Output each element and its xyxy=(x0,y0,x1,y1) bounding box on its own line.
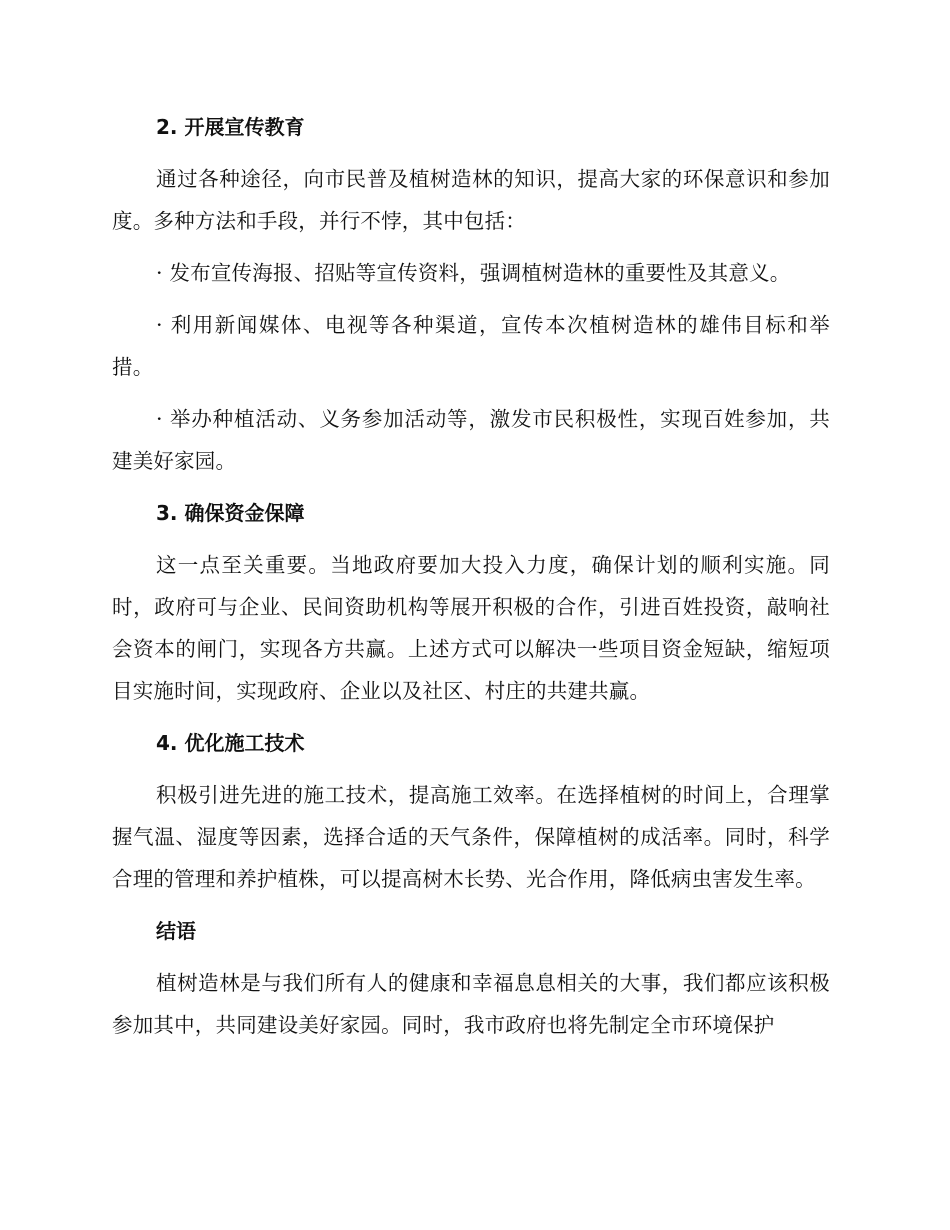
paragraph-conclusion: 植树造林是与我们所有人的健康和幸福息息相关的大事，我们都应该积极参加其中，共同建设美好家园。同时，我市政府也将先制定全市环境保护 xyxy=(112,971,830,1037)
paragraph-technique: 积极引进先进的施工技术，提高施工效率。在选择植树的时间上，合理掌握气温、湿度等因素，选择合适的天气条件，保障植树的成活率。同时，科学合理的管理和养护植株，可以提高树木长势、光合作用，降低病虫害发生率。 xyxy=(112,783,830,891)
bullet-posters: · 发布宣传海报、招贴等宣传资料，强调植树造林的重要性及其意义。 xyxy=(156,261,791,285)
bullet-media: · 利用新闻媒体、电视等各种渠道，宣传本次植树造林的雄伟目标和举措。 xyxy=(112,313,830,379)
section-heading-funding: 3. 确保资金保障 xyxy=(156,501,305,525)
paragraph-funding: 这一点至关重要。当地政府要加大投入力度，确保计划的顺利实施。同时，政府可与企业、民间资助机构等展开积极的合作，引进百姓投资，敲响社会资本的闸门，实现各方共赢。上述方式可以解决一些项目资金短缺，缩短项目实施时间，实现政府、企业以及社区、村庄的共建共赢。 xyxy=(112,553,830,703)
section-heading-conclusion: 结语 xyxy=(156,919,196,943)
document-page xyxy=(112,106,830,1056)
bullet-activities: · 举办种植活动、义务参加活动等，激发市民积极性，实现百姓参加，共建美好家园。 xyxy=(112,407,830,473)
paragraph-publicity-intro: 通过各种途径，向市民普及植树造林的知识，提高大家的环保意识和参加度。多种方法和手段，并行不悖，其中包括： xyxy=(112,167,830,233)
section-heading-publicity: 2. 开展宣传教育 xyxy=(156,115,305,139)
section-heading-technique: 4. 优化施工技术 xyxy=(156,731,305,755)
